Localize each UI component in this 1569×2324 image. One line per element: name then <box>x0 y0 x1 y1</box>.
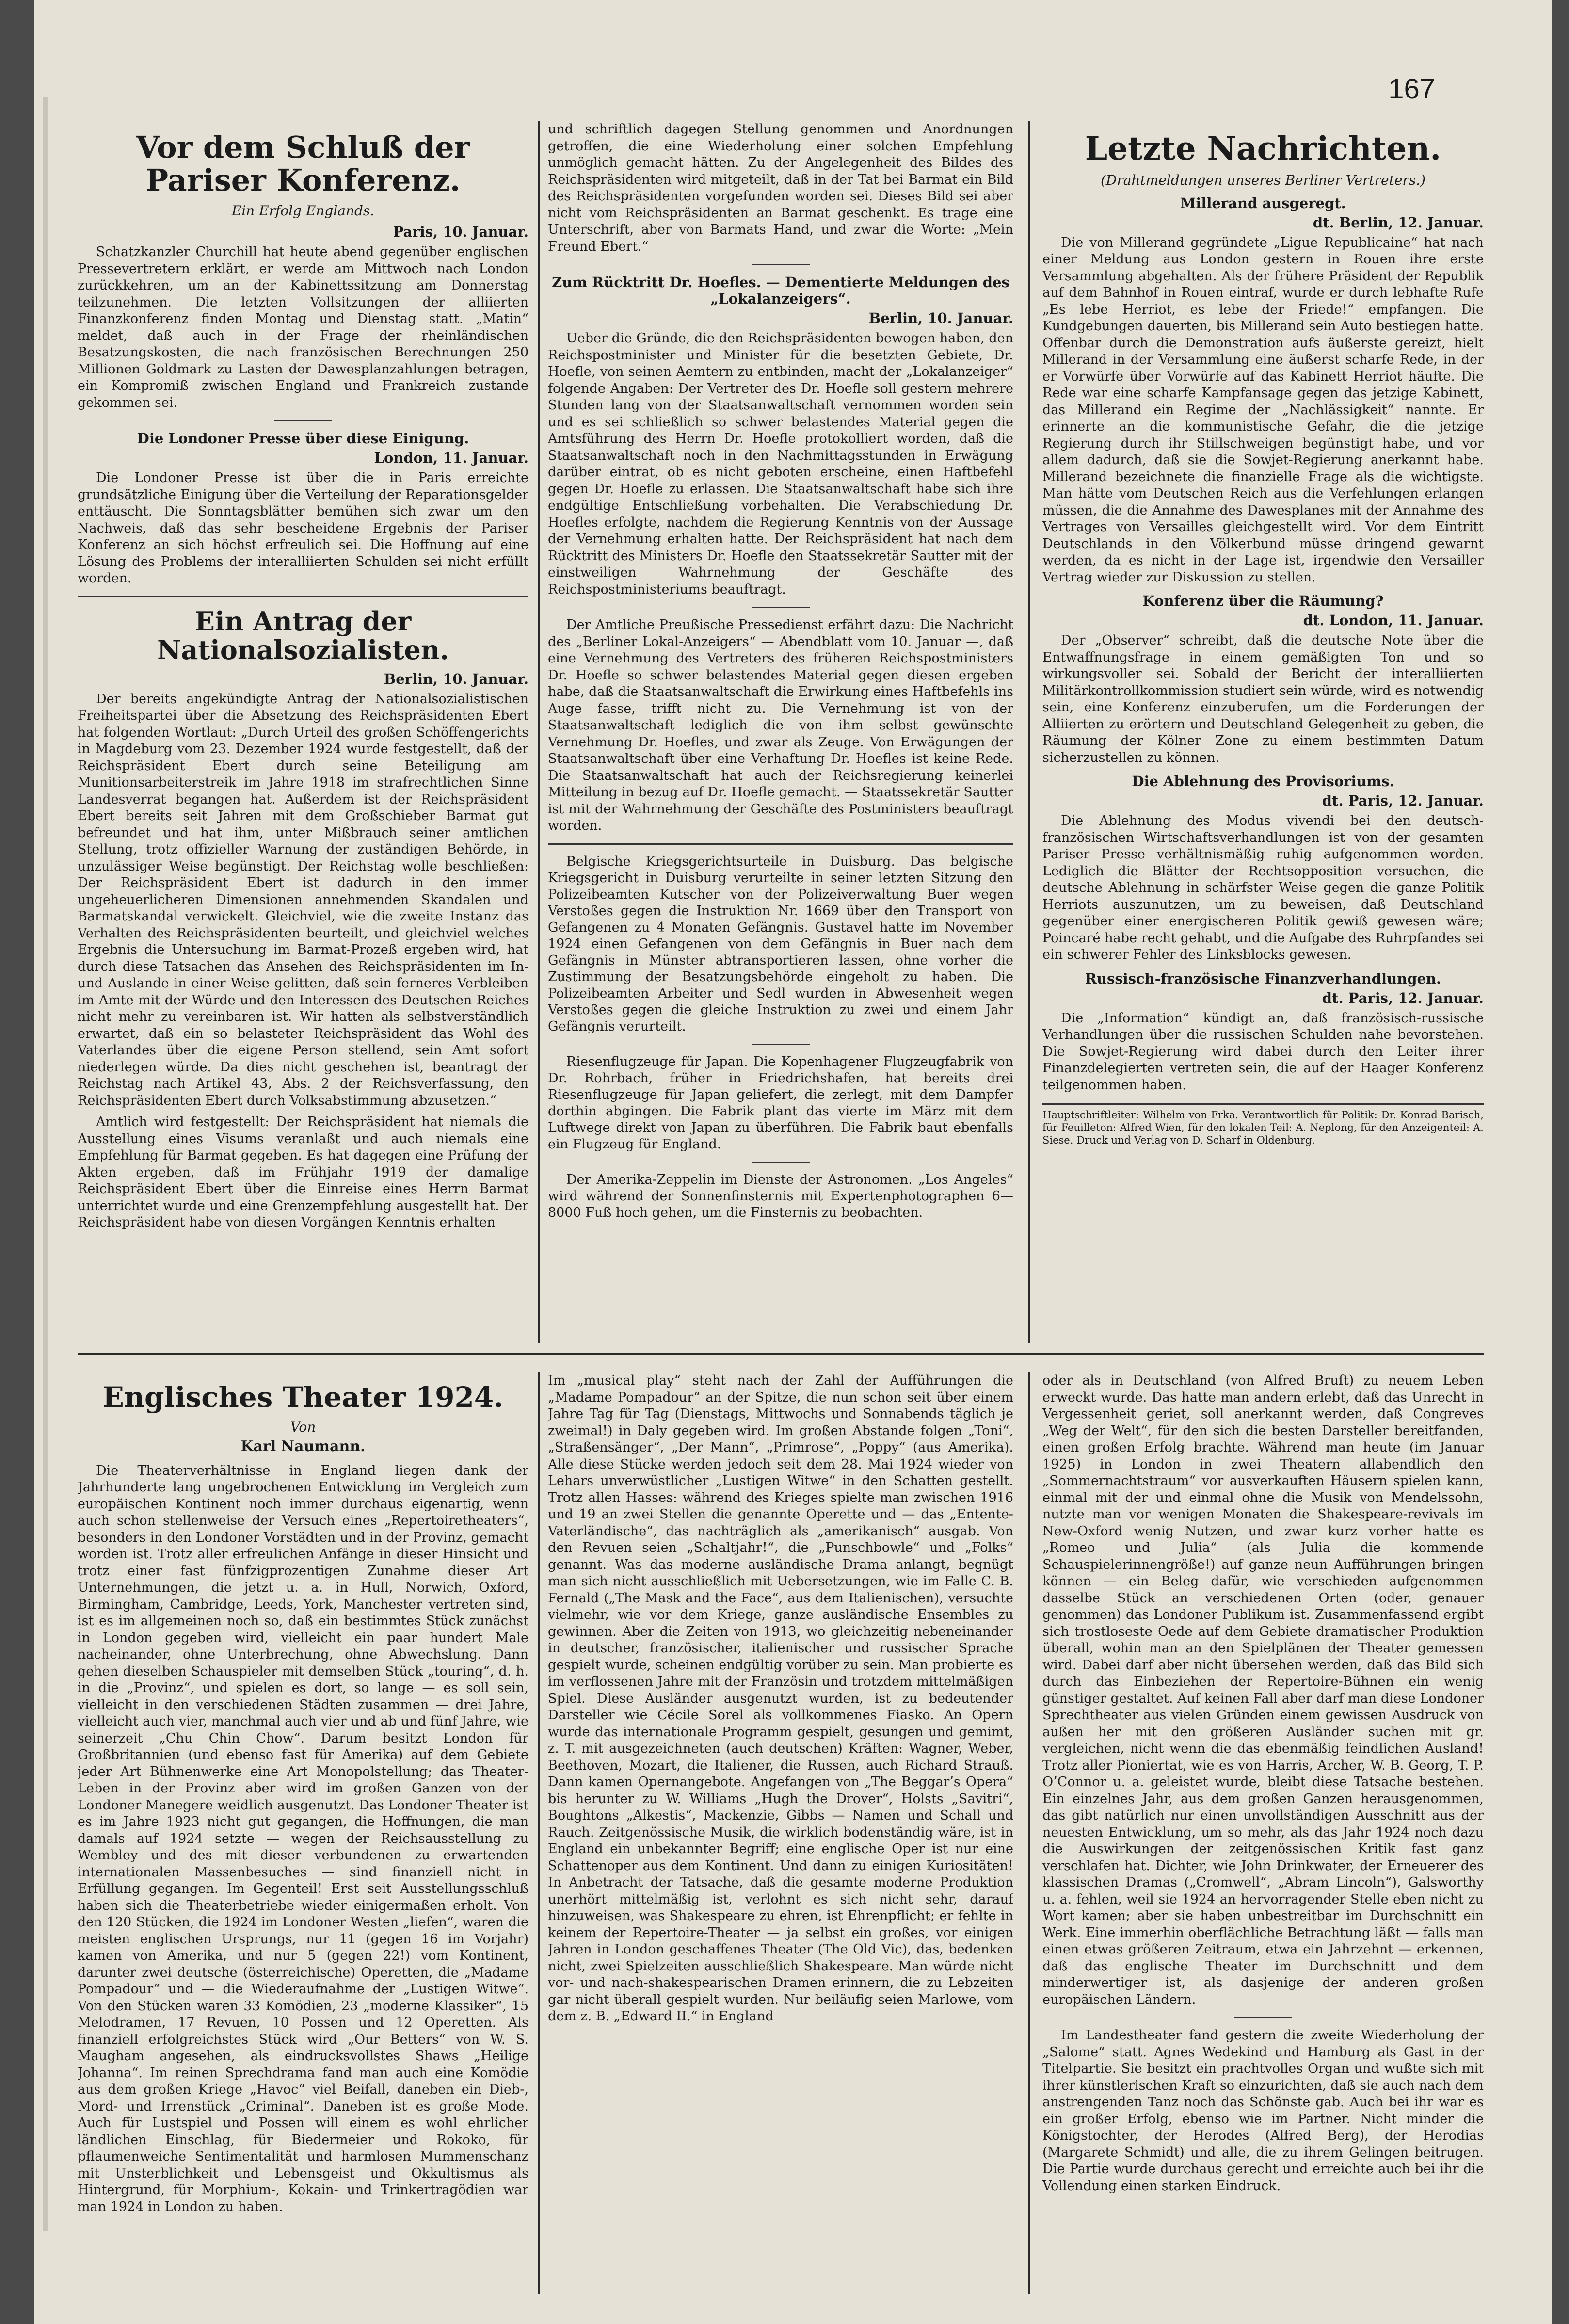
news-item: Belgische Kriegsgerichtsurteile in Duisburg. Das belgische Kriegsgericht in Duisburg verurteilte in seiner letzten Sitzung den Polizeibeamten Kutscher von der Polizeiverwaltung Buer wegen Verstoßes gegen die Instruktion Nr. 1669 über den Transport von Gefangenen zu 4 Monaten Gefängnis. Gustavel hatte im November 1924 einen Gefangenen von dem Gefängnis in Buer nach dem Gefängnis in Münster abtransportieren lassen, ohne vorher die Zustimmung der Besatzungsbehörde eingeholt zu haben. Die Polizeibeamten Arbeiter und Sedl wurden in Abwesenheit wegen Verstoßes gegen die gleiche Instruktion zu zwei und einem Jahr Gefängnis verurteilt. <box>548 854 1013 1034</box>
feuilleton-column-3 <box>1042 1372 1484 2294</box>
imprint: Hauptschriftleiter: Wilhelm von Frka. Verantwortlich für Politik: Dr. Konrad Barisch, für Feuilleton: Alfred Wien, für den lokalen Teil: A. Neplong, für den Anzeigenteil: A. Siese. Druck und Verlag von D. Scharf in Oldenburg. <box>1042 1103 1484 1146</box>
author-label: Von <box>290 1419 316 1435</box>
dateline: dt. London, 11. Januar. <box>1303 612 1484 629</box>
news-item: Riesenflugzeuge für Japan. Die Kopenhagener Flugzeugfabrik von Dr. Rohrbach, früher in Friedrichshafen, hat bereits drei Riesenflugzeuge für Japan geliefert, die zerlegt, mit dem Dampfer dorthin abgingen. Die Fabrik plant das vierte im März mit dem Luftwege direkt von Japan zu überführen. Die Fabrik baut ebenfalls ein Flugzeug für England. <box>548 1054 1013 1152</box>
article-text: Die Londoner Presse ist über die in Paris erreichte grundsätzliche Einigung über die Verteilung der Reparationsgelder enttäuscht. Die Sonntagsblätter bemühen sich zwar um den Nachweis, daß das sehr bescheidene Ergebnis der Pariser Konferenz an sich höchst erfreulich sei. Die Hoffnung auf eine Lösung des Problems der interalliierten Schulden sei nicht erfüllt worden. <box>78 470 528 586</box>
dateline: Berlin, 10. Januar. <box>868 310 1013 326</box>
divider <box>752 1044 810 1045</box>
column-rule <box>538 1372 540 2294</box>
subheading: Russisch-französische Finanzverhandlungen. <box>1085 970 1441 987</box>
feuilleton-text: oder als in Deutschland (von Alfred Bruſt) zu neuem Leben erweckt wurde. Das hatte man andern erlebt, daß das Unrecht in Vergessenheit geriet, soll anerkannt werden, daß Congreves „Weg der Welt“, für den sich die besten Darsteller bereitfanden, einen großen Erfolg brachte. Während man heute (im Januar 1925) in London in zwei Theatern allabendlich den „Sommernachtstraum“ vor ausverkauften Häusern spielen kann, einmal mit der und einmal ohne die Musik von Mendelssohn, nutzte man vor wenigen Monaten die Shakespeare-revivals im New-Oxford wenig Nutzen, und zwar kurz vorher hatte es „Romeo und Julia“ (als Julia die kommende Schauspielerinnengröße!) auf ganze neun Aufführungen bringen können — ein Beleg dafür, wie verschieden aufgenommen dasselbe Stück an verschiedenen Orten (oder, genauer genommen) das Londoner Publikum ist. Zusammenfassend ergibt sich trostloseste Oede auf dem Gebiete dramatischer Produktion überall, wohin man an den Spielplänen der Theater gemessen wird. Dabei darf aber nicht übersehen werden, daß das Bild sich durch das Einbeziehen der Repertoire-Bühnen ein wenig günstiger gestaltet. Auf keinen Fall aber darf man diese Londoner Sprechtheater aus vielen Gründen einem gewissen Ausdruck von außen her mit den größeren Ausländer suchen mit gr. vergleichen, nicht wenn die das ebenmäßig feindlichen Ausland! Trotz aller Pioniertat, wie es von Harris, Archer, W. B. Georg, T. P. O’Connor u. a. geleistet wurde, bleibt diese Tatsache bestehen. Ein einzelnes Jahr, aus dem großen Ganzen herausgenommen, das gibt natürlich nur einen unvollständigen Ausschnitt aus der neuesten Entwicklung, um so mehr, als das Jahr 1924 noch dazu die Auswirkungen der zeitgenössischen Kritik fast ganz verschlafen hat. Dichter, wie John Drinkwater, der Erneuerer des klassischen Dramas („Cromwell“, „Abram Lincoln“), Galsworthy u. a. fehlen, weil sie 1924 an hervorragender Stelle eben nicht zu Wort kamen; aber sie haben unbestreitbar im Durchschnitt ein Werk. Eine immerhin oberflächliche Betrachtung läßt — falls man einen etwas größeren Zeitraum, etwa ein Jahrzehnt — erkennen, daß das englische Theater im Durchschnitt und dem minderwertiger ist, als dasjenige der anderen großen europäischen Ländern. <box>1042 1373 1484 2007</box>
section-rule <box>78 1353 1484 1355</box>
dateline: Paris, 10. Januar. <box>393 224 528 241</box>
divider <box>752 607 810 608</box>
dateline: Berlin, 10. Januar. <box>384 670 528 687</box>
divider <box>752 264 810 265</box>
divider <box>548 843 1013 845</box>
article-text: Der bereits angekündigte Antrag der Nationalsozialistischen Freiheitspartei über die Absetzung des Reichspräsidenten Ebert hat folgenden Wortlaut: „Durch Urteil des großen Schöffengerichts in Magdeburg vom 23. Dezember 1924 wurde festgestellt, daß der Reichspräsident Ebert durch seine Beteiligung am Munitionsarbeiterstreik im Jahre 1918 im strafrechtlichen Sinne Landesverrat begangen hat. Außerdem ist der Reichspräsident Ebert bereits seit Jahren mit dem Großschieber Barmat gut befreundet und hat ihm, unter Mißbrauch seiner amtlichen Stellung, trotz offizieller Warnung der zuständigen Behörde, in unzulässiger Weise begünstigt. Der Reichstag wolle beschließen: Der Reichspräsident Ebert ist dadurch in den immer ungeheuerlicheren Dimensionen annehmenden Skandalen und Barmatskandal verwickelt. Gleichviel, wie die zweite Instanz das Verhalten des Reichspräsidenten beurteilt, und gleichviel welches Ergebnis die Untersuchung im Barmat-Prozeß ergeben wird, hat durch diese Tatsachen das Ansehen des Reichspräsidenten im In- und Auslande in einer Weise gelitten, daß sein ferneres Verbleiben im Amte mit der Würde und den Interessen des Deutschen Reiches nicht mehr zu vereinbaren ist. Wir hatten als selbstverständlich erwartet, daß ein so belasteter Reichspräsident das Wohl des Vaterlandes über die eigene Person stellend, sein Amt sofort niederlegen würde. Da dies nicht geschehen ist, beantragt der Reichstag nach Artikel 43, Abs. 2 der Reichsverfassung, den Reichspräsidenten Ebert durch Volksabstimmung abzusetzen.“ <box>78 691 528 1108</box>
headline-letzte-nachrichten: Letzte Nachrichten. <box>1085 129 1441 167</box>
column-2 <box>548 121 1013 1334</box>
page-number: 167 <box>1388 73 1435 105</box>
feuilleton-column-2 <box>548 1372 1013 2294</box>
feuilleton-text: Im „musical play“ steht nach der Zahl der Aufführungen die „Madame Pompadour“ an der Spitze, die nun schon seit über einem Jahre Tag für Tag (Dienstags, Mittwochs und Sonnabends täglich je zweimal!) in Daly gegeben wird. Im großen Abstande folgen „Toni“, „Straßensänger“, „Der Mann“, „Primrose“, „Poppy“ (aus Amerika). Alle diese Stücke werden jedoch seit dem 28. Mai 1924 wieder von Lehars unverwüstlicher „Lustigen Witwe“ in den Schatten gestellt. Trotz allen Hasses: während des Krieges spielte man zwischen 1916 und 19 an zwei Stellen die genannte Operette und — das „Entente-Vaterländische“, das nachträglich als „amerikanisch“ ausgab. Von den Revuen seien „Schaltjahr!“, die „Punschbowle“ und „Folks“ genannt. Was das moderne ausländische Drama anlangt, begnügt man sich nicht ausschließlich mit Uebersetzungen, wie im Falle C. B. Fernald („The Mask and the Face“, aus dem Italienischen), versuchte vielmehr, wie vor dem Kriege, ganze ausländische Ensembles zu gewinnen. Aber die Zeiten von 1913, wo gleichzeitig nebeneinander in deutscher, französischer, italienischer und russischer Sprache gespielt wurde, scheinen endgültig vorüber zu sein. Man probierte es im verflossenen Jahre mit der Französin und trotzdem mittelmäßigen Spiel. Diese Ausländer ausgenutzt wurden, ist zu bedeutender Darsteller wie Cécile Sorel als vollkommenes Fiasko. An Opern wurde das internationale Programm gespielt, gesungen und gemimt, z. T. mit ausgezeichneten (auch deutschen) Kräften: Wagner, Weber, Beethoven, Mozart, die Italiener, die Russen, auch Richard Strauß. Dann kamen Opernangebote. Angefangen von „The Beggar’s Opera“ bis herunter zu W. Williams „Hugh the Drover“, Holsts „Savitri“, Boughtons „Alkestis“, Mackenzie, Gibbs — Namen und Schall und Rauch. Zeitgenössische Musik, die wirklich bodenständig wäre, ist in England ein unbekannter Begriff; eine englische Oper ist nur eine Schattenoper aus dem Kontinent. Und dann zu einigen Kuriositäten! In Anbetracht der Tatsache, daß die gesamte moderne Produktion unerhört mittelmäßig ist, verlohnt es sich nicht sehr, darauf hinzuweisen, was Shakespeare zu ehren, ist Ehrenpflicht; er fehlte in keinem der Repertoire-Theater — ja selbst ein großes, vor einigen Jahren in London geschaffenes Theater (The Old Vic), das, bedenken nicht, zwei Spielzeiten ausschließlich Shakespeare. Man würde nicht vor- und nach-shakespearischen Dramen erinnern, die zu Lebzeiten gar nicht überall gespielt wurden. Nur beiläufig seien Marlowe, vom dem z. B. „Edward II.“ in England <box>548 1373 1013 2024</box>
subheading: Die Ablehnung des Provisoriums. <box>1132 773 1394 790</box>
divider <box>274 420 332 421</box>
headline-antrag: Ein Antrag der Nationalsozialisten. <box>157 605 449 666</box>
dateline: dt. Berlin, 12. Januar. <box>1313 214 1484 231</box>
feuilleton-text: Die Theaterverhältnisse in England liegen dank der Jahrhunderte lang ungebrochenen Entwicklung im Vergleich zum europäischen Kontinent noch immer durchaus eigenartig, wenn auch schon stellenweise der Versuch eines „Repertoiretheaters“, besonders in den Londoner Vorstädten und in der Provinz, gemacht worden ist. Trotz aller erfreulichen Anfänge in dieser Hinsicht und trotz einer fast fünfzigprozentigen Zunahme dieser Art Unternehmungen, die jetzt u. a. in Hull, Norwich, Oxford, Birmingham, Cambridge, Leeds, York, Manchester vertreten sind, ist es im allgemeinen noch so, daß ein bestimmtes Stück zunächst in London gegeben wird, vielleicht ein paar hundert Male nacheinander, ohne Unterbrechung, ohne Abwechslung. Dann gehen dieselben Schauspieler mit demselben Stück „touring“, d. h. in die „Provinz“, und spielen es dort, so lange — es soll sein, vielleicht in den verschiedenen Städten zusammen — drei Jahre, vielleicht auch vier, manchmal auch vier und ab und fünf Jahre, wie seinerzeit „Chu Chin Chow“. Darum besitzt London für Großbritannien (und ebenso fast für Amerika) auf dem Gebiete jeder Art Bühnenwerke eine Art Monopolstellung; das Theater-Leben in der Provinz aber wird im großen Ganzen von der Londoner Manegere weidlich ausgenutzt. Das Londoner Theater ist es im Jahre 1923 nicht gut gegangen, die Hoffnungen, die man damals auf 1924 setzte — wegen der Reichsausstellung zu Wembley und des mit dieser verbundenen zu erwartenden internationalen Massenbesuches — sind finanziell nicht in Erfüllung gegangen. Im Gegenteil! Erst seit Ausstellungsschluß haben sich die Theaterbetriebe wieder einigermaßen erholt. Von den 120 Stücken, die 1924 im Londoner Westen „liefen“, waren die meisten englischen Ursprungs, nur 11 (gegen 16 im Vorjahr) kamen von Amerika, und nur 5 (gegen 22!) vom Kontinent, darunter zwei deutsche (österreichische) Operetten, die „Madame Pompadour“ und — die Wiederaufnahme der „Lustigen Witwe“. Von den Stücken waren 33 Komödien, 23 „moderne Klassiker“, 15 Melodramen, 17 Revuen, 10 Possen und 12 Operetten. Als finanziell erfolgreichstes Stück wird „Our Betters“ von W. S. Maugham angesehen, als eindrucksvollstes Shaws „Heilige Johanna“. Im reinen Sprechdrama fand man auch eine Komödie aus dem großen Kriege „Havoc“ viel Beifall, daneben ein Dieb-, Mord- und Irrenstück „Criminal“. Daneben ist es große Mode. Auch für Lustspiel und Possen will einem es wohl ehrlicher ländlichen Einschlag, für Biedermeier und Rokoko, für pflaumenweiche Sentimentalität und harmlosen Mummenschanz mit Unsterblichkeit und Lebensgeist und Okkultismus als Hintergrund, für Morphium-, Kokain- und Trinkertragödien war man 1924 in London zu haben. <box>78 1463 528 2214</box>
subheading: Konferenz über die Räumung? <box>1142 593 1384 610</box>
paper-edge <box>43 97 48 2231</box>
column-rule <box>1028 1372 1030 2294</box>
feuilleton-column-1 <box>78 1372 528 2294</box>
article-text: Der „Observer“ schreibt, daß die deutsche Note über die Entwaffnungsfrage in einem gemäßigten Ton und so wirkungsvoller sei. Sobald der Bericht der interalliierten Militärkontrollkommission studiert sein würde, wird es notwendig sein, eine Konferenz einzuberufen, um die Forderungen der Alliierten zu erörtern und Deutschland Gelegenheit zu geben, die Räumung der Kölner Zone zu einem bestimmten Datum sicherzustellen zu können. <box>1042 633 1484 765</box>
article-text: Die von Millerand gegründete „Ligue Republicaine“ hat nach einer Meldung aus London gestern in Rouen ihre erste Versammlung abgehalten. Als der frühere Präsident der Republik auf dem Bahnhof in Rouen eintraf, wurde er durch lebhafte Rufe „Es lebe Herriot, es lebe der Friede!“ empfangen. Die Kundgebungen dauerten, bis Millerand sein Auto bestiegen hatte. Offenbar durch die Demonstration aufs äußerste gereizt, hielt Millerand in der Versammlung eine äußerst scharfe Rede, in der er Vorwürfe über Vorwürfe auf das Kabinett Herriot häufte. Die Rede war eine scharfe Kampfansage gegen das jetzige Kabinett, das Millerand ein Regime der „Nachlässigkeit“ nannte. Er erinnerte an die kommunistische Gefahr, die die jetzige Regierung durch ihr Stillschweigen begünstigt habe, und vor allem dadurch, daß sie die Sowjet-Regierung anerkannt habe. Millerand bezeichnete die finanzielle Frage als die wichtigste. Man hätte vom Deutschen Reich aus die Verfehlungen erlangen müssen, die die Annahme des Dawesplanes mit der Annahme des Vertrages von Versailles gleichgestellt wird. Vor dem Eintritt Deutschlands in den Völkerbund müsse dringend gewarnt werden, da es nicht in der Lage ist, irgendwie den Versailler Vertrag wieder zur Diskussion zu stellen. <box>1042 235 1484 585</box>
dateline: London, 11. Januar. <box>374 450 528 467</box>
subline: (Drahtmeldungen unseres Berliner Vertreters.) <box>1100 172 1425 188</box>
divider <box>78 596 528 597</box>
article-text: und schriftlich dagegen Stellung genommen und Anordnungen getroffen, die eine Wiederholung einer solchen Empfehlung unmöglich gemacht hätten. Zu der Angelegenheit des Bildes des Reichspräsidenten wird mitgeteilt, daß in der Tat bei Barmat ein Bild des Reichspräsidenten vorgefunden worden sei. Dieses Bild sei aber nicht vom Reichspräsidenten an Barmat geschenkt. Es trage eine Unterschrift, aber von Barmats Hand, und zwar die Worte: „Mein Freund Ebert.“ <box>548 122 1013 254</box>
divider <box>752 1162 810 1163</box>
column-rule <box>1028 121 1030 1343</box>
news-item: Der Amerika-Zeppelin im Dienste der Astronomen. „Los Angeles“ wird während der Sonnenfinsternis mit Expertenphotographen 6—8000 Fuß hoch gehen, um die Finsternis zu beobachten. <box>548 1172 1013 1220</box>
headline-pariser-konferenz: Vor dem Schluß der Pariser Konferenz. <box>136 129 470 198</box>
column-rule <box>538 121 540 1343</box>
newspaper-page <box>34 0 1552 2324</box>
subheading: Millerand ausgeregt. <box>1180 194 1346 211</box>
subheading: Zum Rücktritt Dr. Hoefles. — Dementierte Meldungen des „Lokalanzeigers“. <box>552 274 1009 307</box>
dateline: dt. Paris, 12. Januar. <box>1322 792 1484 809</box>
divider <box>1234 2017 1292 2018</box>
dateline: dt. Paris, 12. Januar. <box>1322 989 1484 1006</box>
article-text: Die „Information“ kündigt an, daß französisch-russische Verhandlungen über die russischen Schulden nahe bevorstehen. Die Sowjet-Regierung wird dabei durch den Leiter ihrer Finanzdelegierten vertreten sein, die auf der Haager Konferenz teilgenommen haben. <box>1042 1010 1484 1093</box>
article-text: Die Ablehnung des Modus vivendi bei den deutsch-französischen Wirtschaftsverhandlungen ist von der gesamten Pariser Presse verhältnismäßig ruhig aufgenommen worden. Lediglich die Blätter der Rechtsopposition versuchen, die deutsche Ablehnung in schärfster Weise gegen die ganze Politik Herriots auszunutzen, um zu beweisen, daß Deutschland gegenüber einer energischeren Politik gewiß gewesen wäre; Poincaré habe recht gehabt, und die Aufgabe des Ruhrpfandes sei ein schwerer Fehler des Linksblocks gewesen. <box>1042 813 1484 963</box>
column-3 <box>1042 121 1484 1334</box>
article-text: Der Amtliche Preußische Pressedienst erfährt dazu: Die Nachricht des „Berliner Lokal-Anzeigers“ — Abendblatt vom 10. Januar —, daß eine Vernehmung des Vertreters des früheren Reichspostministers Dr. Hoefle so schwer belastendes Material gegen diesen ergeben habe, daß die Staatsanwaltschaft die Erwirkung eines Haftbefehls ins Auge fasse, trifft nicht zu. Die Vernehmung ist von der Staatsanwaltschaft lediglich die von ihm selbst gewünschte Vernehmung Dr. Hoefles, und zwar als Zeuge. Von Erwägungen der Staatsanwaltschaft über eine Verhaftung Dr. Hoefles ist keine Rede. Die Staatsanwaltschaft hat auch der Reichsregierung keinerlei Mitteilung in bezug auf Dr. Hoefle gemacht. — Staatssekretär Sautter ist mit der Wahrnehmung der Geschäfte des Postministers beauftragt worden. <box>548 617 1013 833</box>
article-text: Ueber die Gründe, die den Reichspräsidenten bewogen haben, den Reichspostminister und Minister für die besetzten Gebiete, Dr. Hoefle, von seinen Aemtern zu entbinden, macht der „Lokalanzeiger“ folgende Angaben: Der Vertreter des Dr. Hoefle soll gestern mehrere Stunden lang von der Staatsanwaltschaft vernommen worden sein und es sei schließlich so schwer belastendes Material gegen die Amtsführung des Herrn Dr. Hoefle protokolliert worden, daß die Staatsanwaltschaft noch in den Nachmittagsstunden in Erwägung darüber eintrat, ob es nicht geboten erscheine, einen Haftbefehl gegen Dr. Hoefle zu erlassen. Die Staatsanwaltschaft habe sich ihre endgültige Entschließung vorbehalten. Die Verabschiedung Dr. Hoefles erfolgte, nachdem die Regierung Kenntnis von der Aussage der Vernehmung erhalten hatte. Der Reichspräsident hat nach dem Rücktritt des Ministers Dr. Hoefle den Staatssekretär Sautter mit der einstweiligen Wahrnehmung der Geschäfte des Reichspostministeriums beauftragt. <box>548 331 1013 597</box>
article-text: Amtlich wird festgestellt: Der Reichspräsident hat niemals die Ausstellung eines Visums veranlaßt und auch niemals eine Empfehlung für Barmat gegeben. Es hat dagegen eine Prüfung der Akten ergeben, daß im Frühjahr 1919 der damalige Reichspräsident Ebert über die Einreise eines Herrn Barmat unterrichtet wurde und eine Grenzempfehlung ausgestellt hat. Der Reichspräsident habe von diesen Vorgängen Kenntnis erhalten <box>78 1114 528 1230</box>
subheading: Die Londoner Presse über diese Einigung. <box>137 430 469 447</box>
headline-englisches-theater: Englisches Theater 1924. <box>102 1381 504 1414</box>
article-text: Schatzkanzler Churchill hat heute abend gegenüber englischen Pressevertretern erklärt, er werde am Mittwoch nach London zurückkehren, um an der Kabinettssitzung am Donnerstag teilzunehmen. Die letzten Vollsitzungen der alliierten Finanzkonferenz finden Montag und Dienstag statt. „Matin“ meldet, daß auch in der Frage der rheinländischen Besatzungskosten, die nach französischen Berechnungen 250 Millionen Goldmark zu Lasten der Dawesplanzahlungen betragen, ein Kompromiß zwischen England und Frankreich zustande gekommen sei. <box>78 244 528 410</box>
subline: Ein Erfolg Englands. <box>231 203 375 219</box>
theater-notice: Im Landestheater fand gestern die zweite Wiederholung der „Salome“ statt. Agnes Wedekind und Hamburg als Gast in der Titelpartie. Sie besitzt ein prachtvolles Organ und wußte sich mit ihrer künstlerischen Kraft so einzurichten, daß sie auch nach dem anstrengenden Tanz noch das Schönste gab. Auch bei ihr war es ein großer Erfolg, ebenso wie im Partner. Nicht minder die Königstochter, der Herodes (Alfred Berg), der Herodias (Margarete Schmidt) und alle, die zu ihrem Gelingen beitrugen. Die Partie wurde durchaus gerecht und erreichte auch bei ihr die Vollendung einen starken Eindruck. <box>1042 2028 1484 2194</box>
column-1 <box>78 121 528 1334</box>
author-name: Karl Naumann. <box>240 1437 366 1455</box>
